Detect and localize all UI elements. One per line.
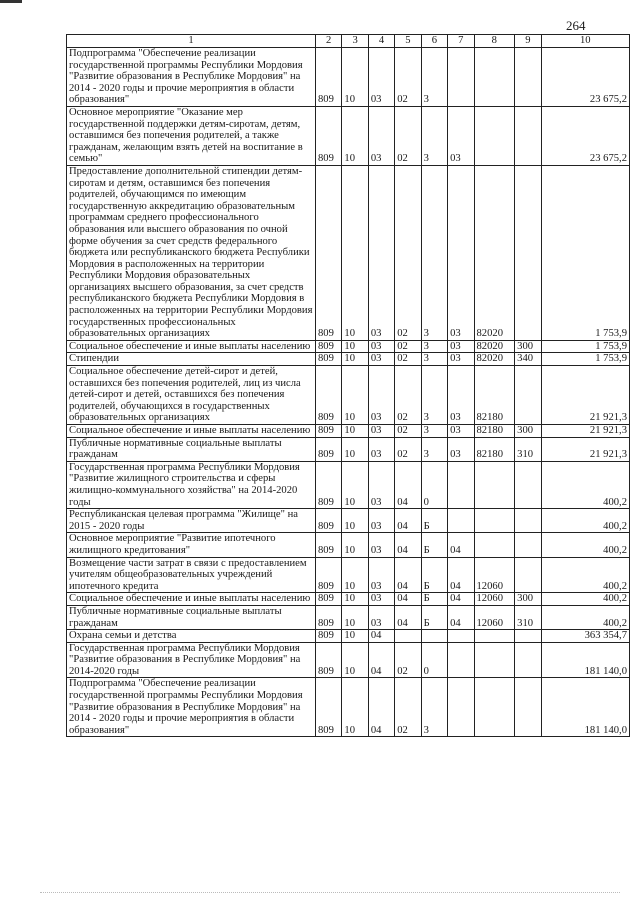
code-cell-7: 03 <box>448 340 474 353</box>
code-cell-4: 03 <box>368 533 394 557</box>
code-cell-8 <box>474 509 515 533</box>
code-cell-9 <box>515 48 541 107</box>
table-row <box>67 593 630 606</box>
scan-artifact-line <box>40 892 620 895</box>
code-cell-9: 300 <box>515 340 541 353</box>
code-cell-7 <box>448 678 474 737</box>
row-name-cell: Подпрограмма "Обеспечение реализации государственной программы Республики Мордовия "Развитие образования в Республике Мордовия" на 2014 - 2020 годы и прочие мероприятия в области образования" <box>67 678 316 737</box>
row-name-cell: Государственная программа Республики Мордовия "Развитие образования в Республике Мордовия" на 2014-2020 годы <box>67 642 316 678</box>
code-cell-2: 809 <box>315 593 341 606</box>
row-name-cell: Социальное обеспечение и иные выплаты населению <box>67 593 316 606</box>
amount-cell: 23 675,2 <box>541 106 629 165</box>
code-cell-5: 04 <box>395 605 421 629</box>
code-cell-5: 02 <box>395 425 421 438</box>
header-cell: 5 <box>395 35 421 48</box>
amount-cell: 400,2 <box>541 509 629 533</box>
code-cell-5: 02 <box>395 165 421 340</box>
code-cell-2: 809 <box>315 630 341 643</box>
code-cell-8 <box>474 106 515 165</box>
code-cell-3: 10 <box>342 366 368 425</box>
table-row <box>67 437 630 461</box>
table-row <box>67 353 630 366</box>
code-cell-2: 809 <box>315 340 341 353</box>
code-cell-4: 03 <box>368 437 394 461</box>
code-cell-2: 809 <box>315 366 341 425</box>
code-cell-5: 04 <box>395 533 421 557</box>
table-row <box>67 106 630 165</box>
amount-cell: 400,2 <box>541 605 629 629</box>
code-cell-4: 03 <box>368 605 394 629</box>
code-cell-7 <box>448 630 474 643</box>
code-cell-2: 809 <box>315 605 341 629</box>
code-cell-2: 809 <box>315 461 341 508</box>
code-cell-7: 03 <box>448 165 474 340</box>
code-cell-5 <box>395 630 421 643</box>
row-name-cell: Подпрограмма "Обеспечение реализации государственной программы Республики Мордовия "Развитие образования в Республике Мордовия" на 2014 - 2020 годы и прочие мероприятия в области образования" <box>67 48 316 107</box>
code-cell-3: 10 <box>342 106 368 165</box>
code-cell-3: 10 <box>342 461 368 508</box>
amount-cell: 400,2 <box>541 593 629 606</box>
table-header-row <box>67 35 630 48</box>
code-cell-2: 809 <box>315 509 341 533</box>
code-cell-2: 809 <box>315 353 341 366</box>
code-cell-2: 809 <box>315 642 341 678</box>
table-row <box>67 533 630 557</box>
header-cell: 4 <box>368 35 394 48</box>
row-name-cell: Государственная программа Республики Мордовия "Развитие жилищного строительства и сферы жилищно-коммунального хозяйства" на 2014-2020 годы <box>67 461 316 508</box>
amount-cell: 21 921,3 <box>541 366 629 425</box>
code-cell-3: 10 <box>342 678 368 737</box>
code-cell-9: 340 <box>515 353 541 366</box>
code-cell-3: 10 <box>342 353 368 366</box>
code-cell-6: Б <box>421 509 447 533</box>
code-cell-8: 82020 <box>474 340 515 353</box>
table-row <box>67 48 630 107</box>
code-cell-2: 809 <box>315 425 341 438</box>
amount-cell: 181 140,0 <box>541 678 629 737</box>
code-cell-6: 3 <box>421 425 447 438</box>
code-cell-2: 809 <box>315 557 341 593</box>
code-cell-5: 02 <box>395 366 421 425</box>
amount-cell: 181 140,0 <box>541 642 629 678</box>
code-cell-3: 10 <box>342 340 368 353</box>
code-cell-3: 10 <box>342 165 368 340</box>
table-row <box>67 605 630 629</box>
code-cell-3: 10 <box>342 642 368 678</box>
code-cell-9 <box>515 678 541 737</box>
code-cell-7: 03 <box>448 437 474 461</box>
page-number: 264 <box>566 18 586 33</box>
header-cell: 1 <box>67 35 316 48</box>
code-cell-9 <box>515 366 541 425</box>
code-cell-8: 12060 <box>474 593 515 606</box>
header-cell: 3 <box>342 35 368 48</box>
table-row <box>67 425 630 438</box>
code-cell-8 <box>474 630 515 643</box>
code-cell-5: 02 <box>395 437 421 461</box>
row-name-cell: Социальное обеспечение и иные выплаты населению <box>67 340 316 353</box>
code-cell-4: 03 <box>368 106 394 165</box>
code-cell-5: 02 <box>395 678 421 737</box>
code-cell-2: 809 <box>315 437 341 461</box>
code-cell-3: 10 <box>342 593 368 606</box>
code-cell-5: 02 <box>395 642 421 678</box>
table-row <box>67 340 630 353</box>
amount-cell: 1 753,9 <box>541 353 629 366</box>
code-cell-5: 04 <box>395 593 421 606</box>
code-cell-9: 300 <box>515 425 541 438</box>
code-cell-4: 03 <box>368 593 394 606</box>
code-cell-9 <box>515 509 541 533</box>
header-cell: 9 <box>515 35 541 48</box>
code-cell-3: 10 <box>342 605 368 629</box>
row-name-cell: Основное мероприятие "Оказание мер государственной поддержки детям-сиротам, детям, оставшимся без попечения родителей, а также гражданам, желающим взять детей на воспитание в семью" <box>67 106 316 165</box>
code-cell-7: 04 <box>448 557 474 593</box>
code-cell-4: 04 <box>368 630 394 643</box>
code-cell-6: 0 <box>421 461 447 508</box>
code-cell-8 <box>474 461 515 508</box>
code-cell-3: 10 <box>342 630 368 643</box>
code-cell-5: 02 <box>395 340 421 353</box>
code-cell-8: 82180 <box>474 366 515 425</box>
code-cell-4: 03 <box>368 340 394 353</box>
amount-cell: 1 753,9 <box>541 340 629 353</box>
code-cell-4: 03 <box>368 353 394 366</box>
code-cell-5: 04 <box>395 557 421 593</box>
code-cell-6: 3 <box>421 678 447 737</box>
table-row <box>67 509 630 533</box>
code-cell-9: 310 <box>515 605 541 629</box>
code-cell-2: 809 <box>315 678 341 737</box>
code-cell-3: 10 <box>342 425 368 438</box>
table-row <box>67 461 630 508</box>
code-cell-8 <box>474 642 515 678</box>
code-cell-3: 10 <box>342 533 368 557</box>
row-name-cell: Возмещение части затрат в связи с предоставлением учителям общеобразовательных учреждений ипотечного кредита <box>67 557 316 593</box>
code-cell-4: 03 <box>368 48 394 107</box>
code-cell-9 <box>515 557 541 593</box>
code-cell-4: 03 <box>368 509 394 533</box>
table-row <box>67 366 630 425</box>
code-cell-7: 04 <box>448 533 474 557</box>
row-name-cell: Социальное обеспечение детей-сирот и детей, оставшихся без попечения родителей, лиц из числа детей-сирот и детей, оставшихся без попечения родителей, обучающихся в государственных образовательных организациях <box>67 366 316 425</box>
code-cell-3: 10 <box>342 437 368 461</box>
amount-cell: 363 354,7 <box>541 630 629 643</box>
code-cell-6: Б <box>421 533 447 557</box>
table-row <box>67 165 630 340</box>
code-cell-8: 82020 <box>474 353 515 366</box>
code-cell-8: 12060 <box>474 557 515 593</box>
code-cell-4: 03 <box>368 425 394 438</box>
code-cell-5: 04 <box>395 509 421 533</box>
code-cell-7 <box>448 461 474 508</box>
code-cell-4: 03 <box>368 461 394 508</box>
code-cell-5: 02 <box>395 48 421 107</box>
code-cell-5: 02 <box>395 353 421 366</box>
table-row <box>67 678 630 737</box>
row-name-cell: Предоставление дополнительной стипендии детям-сиротам и детям, оставшимся без попечения родителей, обучающимся по имеющим государственную аккредитацию образовательным программам среднего профессионального образования или высшего образования по очной форме обучения за счет средств федерального бюджета или республиканского бюджета Республики Мордовия в расположенных на территории Республики Мордовия образовательных организациях высшего образования, за счет средств республиканского бюджета Республики Мордовия в расположенных на территории Республики Мордовия государственных профессиональных образовательных организациях <box>67 165 316 340</box>
code-cell-3: 10 <box>342 509 368 533</box>
code-cell-7: 03 <box>448 353 474 366</box>
code-cell-8: 12060 <box>474 605 515 629</box>
code-cell-6: Б <box>421 605 447 629</box>
code-cell-7: 03 <box>448 366 474 425</box>
code-cell-6: 3 <box>421 106 447 165</box>
code-cell-7 <box>448 509 474 533</box>
code-cell-3: 10 <box>342 48 368 107</box>
code-cell-6: 3 <box>421 353 447 366</box>
amount-cell: 21 921,3 <box>541 437 629 461</box>
scan-corner-mark <box>0 0 22 3</box>
code-cell-4: 03 <box>368 557 394 593</box>
code-cell-7: 04 <box>448 605 474 629</box>
code-cell-9 <box>515 630 541 643</box>
table-row <box>67 642 630 678</box>
table-row <box>67 630 630 643</box>
code-cell-8 <box>474 533 515 557</box>
amount-cell: 400,2 <box>541 533 629 557</box>
code-cell-6: 3 <box>421 340 447 353</box>
code-cell-7 <box>448 48 474 107</box>
code-cell-2: 809 <box>315 165 341 340</box>
budget-table <box>66 34 630 737</box>
code-cell-4: 04 <box>368 642 394 678</box>
code-cell-6 <box>421 630 447 643</box>
code-cell-9: 310 <box>515 437 541 461</box>
code-cell-2: 809 <box>315 106 341 165</box>
code-cell-5: 02 <box>395 106 421 165</box>
code-cell-5: 04 <box>395 461 421 508</box>
code-cell-7 <box>448 642 474 678</box>
table-row <box>67 557 630 593</box>
row-name-cell: Социальное обеспечение и иные выплаты населению <box>67 425 316 438</box>
code-cell-8: 82180 <box>474 437 515 461</box>
header-cell: 7 <box>448 35 474 48</box>
code-cell-7: 03 <box>448 425 474 438</box>
amount-cell: 400,2 <box>541 461 629 508</box>
amount-cell: 400,2 <box>541 557 629 593</box>
code-cell-9 <box>515 165 541 340</box>
code-cell-2: 809 <box>315 48 341 107</box>
row-name-cell: Стипендии <box>67 353 316 366</box>
row-name-cell: Охрана семьи и детства <box>67 630 316 643</box>
code-cell-8: 82180 <box>474 425 515 438</box>
row-name-cell: Основное мероприятие "Развитие ипотечного жилищного кредитования" <box>67 533 316 557</box>
amount-cell: 1 753,9 <box>541 165 629 340</box>
code-cell-6: Б <box>421 557 447 593</box>
code-cell-8 <box>474 678 515 737</box>
code-cell-6: 0 <box>421 642 447 678</box>
code-cell-9 <box>515 106 541 165</box>
code-cell-6: 3 <box>421 165 447 340</box>
amount-cell: 21 921,3 <box>541 425 629 438</box>
code-cell-8 <box>474 48 515 107</box>
header-cell: 10 <box>541 35 629 48</box>
code-cell-3: 10 <box>342 557 368 593</box>
code-cell-6: 3 <box>421 366 447 425</box>
code-cell-4: 03 <box>368 165 394 340</box>
code-cell-6: 3 <box>421 48 447 107</box>
header-cell: 2 <box>315 35 341 48</box>
code-cell-9 <box>515 533 541 557</box>
code-cell-6: Б <box>421 593 447 606</box>
code-cell-8: 82020 <box>474 165 515 340</box>
code-cell-6: 3 <box>421 437 447 461</box>
code-cell-4: 04 <box>368 678 394 737</box>
row-name-cell: Публичные нормативные социальные выплаты гражданам <box>67 605 316 629</box>
code-cell-9 <box>515 642 541 678</box>
code-cell-2: 809 <box>315 533 341 557</box>
row-name-cell: Публичные нормативные социальные выплаты гражданам <box>67 437 316 461</box>
code-cell-7: 04 <box>448 593 474 606</box>
code-cell-9 <box>515 461 541 508</box>
row-name-cell: Республиканская целевая программа "Жилище" на 2015 - 2020 годы <box>67 509 316 533</box>
header-cell: 6 <box>421 35 447 48</box>
code-cell-9: 300 <box>515 593 541 606</box>
code-cell-7: 03 <box>448 106 474 165</box>
header-cell: 8 <box>474 35 515 48</box>
amount-cell: 23 675,2 <box>541 48 629 107</box>
code-cell-4: 03 <box>368 366 394 425</box>
